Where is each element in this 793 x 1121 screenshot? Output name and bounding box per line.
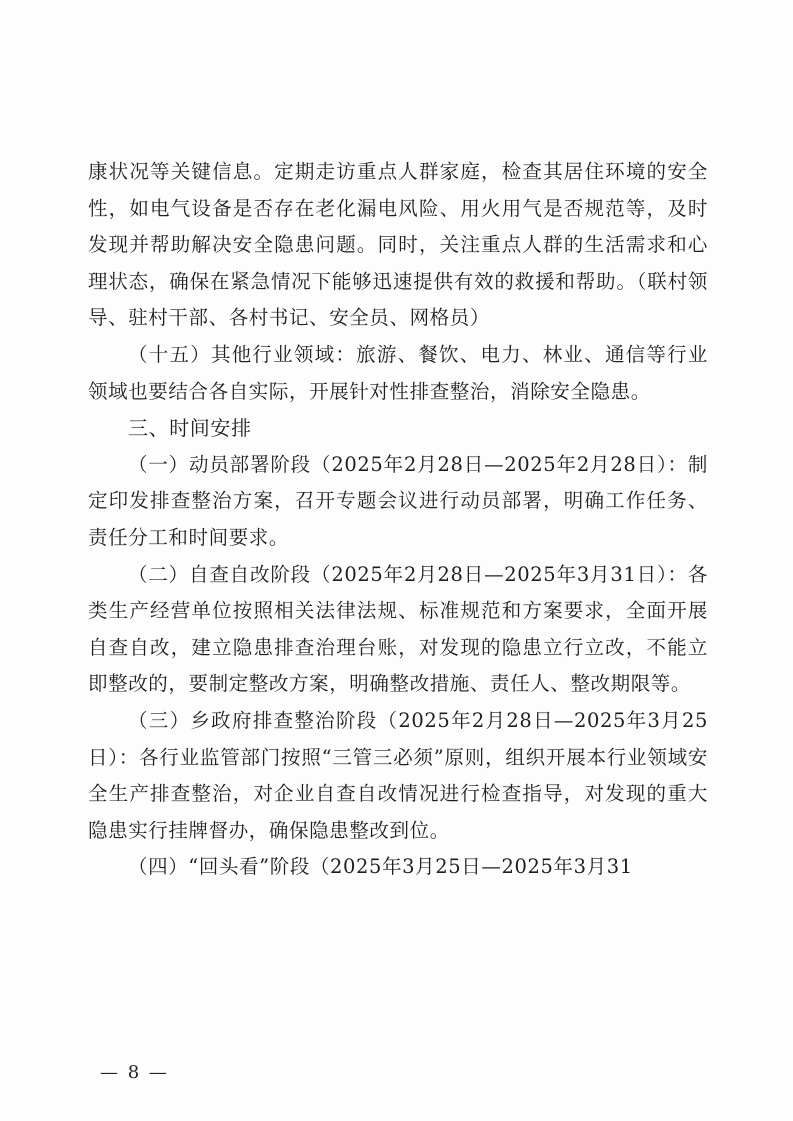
paragraph-key-groups-continuation: 康状况等关键信息。定期走访重点人群家庭，检查其居住环境的安全性，如电气设备是否存在老化漏电风险、用火用气是否规范等，及时发现并帮助解决安全隐患问题。同时，关注重点人群的生活需求和心理状态，确保在紧急情况下能够迅速提供有效的救援和帮助。（联村领导、驻村干部、各村书记、安全员、网格员） [88,160,708,330]
paragraph-self-inspection-stage: （二）自查自改阶段（2025年2月28日—2025年3月31日）：各类生产经营单位按照相关法律法规、标准规范和方案要求，全面开展自查自改，建立隐患排查治理台账，对发现的隐患立行立改，不能立即整改的，要制定整改方案，明确整改措施、责任人、整改期限等。 [88,562,708,696]
page-number: — 8 — [100,1062,169,1083]
document-body [88,154,708,886]
paragraph-review-stage: （四）“回头看”阶段（2025年3月25日—2025年3月31 [128,855,633,879]
section-heading-schedule: 三、时间安排 [128,416,252,441]
paragraph-mobilization-stage: （一）动员部署阶段（2025年2月28日—2025年2月28日）：制定印发排查整治方案，召开专题会议进行动员部署，明确工作任务、责任分工和时间要求。 [88,452,708,549]
paragraph-township-rectification-stage: （三）乡政府排查整治阶段（2025年2月28日—2025年3月25日）：各行业监管部门按照“三管三必须”原则，组织开展本行业领域安全生产排查整治，对企业自查自改情况进行检查指导，对发现的重大隐患实行挂牌督办，确保隐患整改到位。 [88,708,708,842]
paragraph-other-industries: （十五）其他行业领域：旅游、餐饮、电力、林业、通信等行业领域也要结合各自实际，开展针对性排查整治，消除安全隐患。 [88,342,708,403]
